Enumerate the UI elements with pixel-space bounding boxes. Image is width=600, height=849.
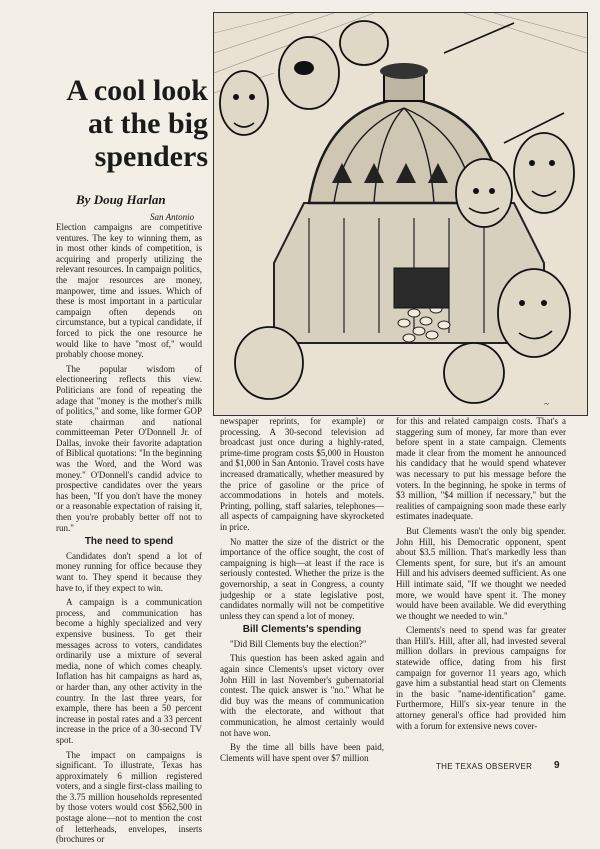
paragraph: The impact on campaigns is significant. To illustrate, Texas has approximately 6 million registered voters, and a single first-class mailing to the 3.75 million households represented by those voters would cost $562,500 in postage alone—not to mention the cost of letterheads, envelopes, inserts (brochures or — [56, 749, 202, 845]
headline-line-1: A cool look — [66, 74, 208, 107]
paragraph: The popular wisdom of electioneering reflects this view. Politicians are fond of repeating the adage that "money is the mother's milk of politics," and some, like former GOP state chairman and national committeeman Peter O'Donnell Jr. of Dallas, invoke their favorite adaptation of Biblical quotations: "In the beginning was the Word, and the Word was money." O'Donnell's candid advice to prospective candidates over the years has been, "If you don't have the money or a reasonable expectation of raising it, then you're probably better off not to run." — [56, 363, 202, 533]
artist-signature: ~ — [544, 399, 549, 409]
section-heading: Bill Clements's spending — [242, 624, 362, 636]
paragraph: But Clements wasn't the only big spender. John Hill, his Democratic opponent, spent about $3.5 million. That's markedly less than Clements spent, for sure, but it's an amount Hill and his advisers deemed sufficient. As one Hill intimate said, "If we thought we needed more, we would have spent it. The money would have been available. We did everything we thought we needed to win." — [396, 525, 566, 621]
headline-line-2: at the big — [88, 107, 208, 140]
publication-footer: THE TEXAS OBSERVER — [436, 762, 533, 771]
section-heading: The need to spend — [84, 536, 174, 548]
capitol-cartoon-drawing — [214, 13, 587, 415]
byline: By Doug Harlan — [76, 192, 166, 207]
paragraph: for this and related campaign costs. That's a staggering sum of money, far more than ever before spent in a state campaign. Clements made it clear from the moment he announced his candidacy that he would spend whatever was necessary to put his message before the voters. In the beginning, he spoke in terms of $3 million, "$4 million if necessary," but the realities of campaigning soon made these early estimates inadequate. — [396, 416, 566, 522]
article-column-2 — [220, 416, 384, 767]
paragraph: By the time all bills have been paid, Clements will have spent over $7 million — [220, 742, 384, 763]
paragraph: Clements's need to spend was far greater than Hill's. Hill, after all, had invested several million dollars in previous campaigns for statewide office, dating from his first campaign for governor 11 years ago, which gave him a substantial head start on Clements in the basic "name-identification" game. Furthermore, Hill's six-year tenure in the attorney general's office had provided him with a forum for extensive news cover- — [396, 625, 566, 731]
paragraph: No matter the size of the district or the importance of the office sought, the cost of campaigning is high—at least if the race is seriously contested. Whether the prize is the governorship, a seat in Congress, a county judgeship or a state legislative post, candidates normally will not be competitive unless they can spend a lot of money. — [220, 536, 384, 621]
article-column-1 — [56, 222, 202, 849]
article-column-3 — [396, 416, 566, 735]
paragraph: This question has been asked again and again since Clements's upset victory over John Hill in last November's gubernatorial contest. The quick answer is "no." What he did buy was the means of communication with the electorate, and without that communication, he almost certainly would not have won. — [220, 653, 384, 738]
paragraph: newspaper reprints, for example) or processing. A 30-second television ad broadcast just once during a highly-rated, prime-time program costs $5,000 in Houston and $1,000 in San Antonio. Travel costs have increased dramatically, whether measured by the price of gasoline or the price of accommodations in hotels and motels. Printing, polling, staff salaries, telephones—all aspects of campaigning have skyrocketed in price. — [220, 416, 384, 532]
paragraph: Election campaigns are competitive ventures. The key to winning them, as in most other kinds of competition, is acquiring and properly utilizing the relevant resources. In campaign politics, the major resources are money, manpower, time and issues. Which of these is most important in a particular campaign often depends on circumstance, but a typical candidate, if forced to pick the one resource he would like to have "most of," would probably choose money. — [56, 222, 202, 360]
page-number: 9 — [554, 760, 560, 771]
headline-line-3: spenders — [94, 140, 208, 173]
paragraph: "Did Bill Clements buy the election?" — [230, 638, 367, 649]
headline — [28, 74, 208, 173]
paragraph: A campaign is a communication process, and communication has become a highly specialized and very expensive business. To get their messages across to voters, candidates ordinarily use a mixture of several media, none of which comes cheaply. Inflation has hit campaigns as hard as, or harder than, any other activity in the country. In the last three years, for example, there has been a 50 percent increase in postal rates and a 33 percent increase in the price of a 30-second TV spot. — [56, 597, 202, 745]
cartoon-illustration — [213, 12, 588, 416]
dateline: San Antonio — [150, 212, 195, 222]
paragraph: Candidates don't spend a lot of money running for office because they want to. They spend it because they have to, if they expect to win. — [56, 550, 202, 593]
